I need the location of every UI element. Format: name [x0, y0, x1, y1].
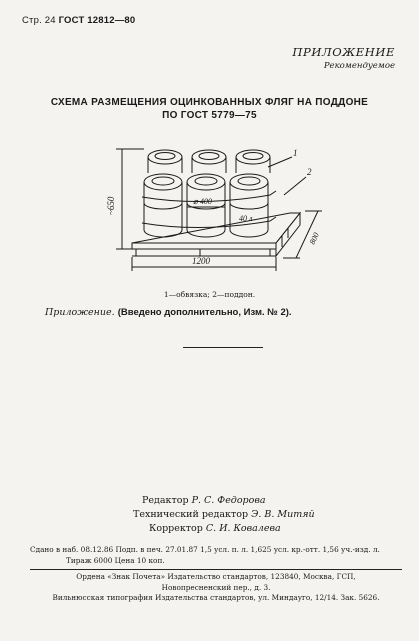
document-title-line-2: ПО ГОСТ 5779—75	[162, 110, 257, 121]
width-dimension-label: 1200	[192, 256, 210, 266]
document-title-line-1: СХЕМА РАЗМЕЩЕНИЯ ОЦИНКОВАННЫХ ФЛЯГ НА ПОДДОНЕ	[50, 97, 369, 108]
publisher-address-line: Новопресненский пер., д. 3.	[161, 582, 271, 592]
callout-1-label: 1	[293, 148, 298, 158]
height-dimension-label: ~650	[106, 196, 116, 215]
appendix-title: ПРИЛОЖЕНИЕ	[292, 45, 395, 59]
editor-role: Редактор	[142, 495, 189, 506]
amendment-note	[45, 307, 292, 318]
standard-number: ГОСТ 12812—80	[58, 15, 136, 26]
print-details-line: Сдано в наб. 08.12.86 Подп. в печ. 27.01.87 1,5 усл. п. л. 1,625 усл. кр.-отт. 1,56 уч.-изд. л.	[30, 545, 380, 554]
amendment-note-label: Приложение.	[45, 307, 115, 318]
editor-line	[142, 495, 266, 506]
callout-2-label: 2	[307, 167, 312, 177]
publisher-line: Ордена «Знак Почета» Издательство стандартов, 123840, Москва, ГСП,	[76, 572, 356, 581]
corrector-name: С. И. Ковалева	[205, 523, 281, 534]
page-number: Стр. 24	[22, 15, 56, 26]
can-back-row	[148, 150, 270, 173]
printer-line: Вильнюсская типография Издательства стандартов, ул. Миндауго, 12/14. Зак. 5626.	[52, 593, 380, 602]
figure-legend: 1—обвязка; 2—поддон.	[163, 290, 256, 299]
separator-line	[183, 347, 263, 348]
callout-leader-1	[268, 157, 292, 167]
tech-editor-name: Э. В. Митяй	[251, 509, 315, 520]
depth-dimension-label: 800	[307, 231, 321, 246]
corrector-line	[149, 523, 281, 534]
appendix-subtitle: Рекомендуемое	[323, 61, 395, 71]
corrector-role: Корректор	[149, 523, 203, 534]
diameter-label: ⌀ 400	[193, 197, 212, 206]
imprint-block	[30, 545, 402, 604]
pallet-front-board	[132, 243, 276, 249]
imprint-rule	[30, 569, 402, 570]
editor-name: Р. С. Федорова	[191, 495, 266, 506]
tech-editor-line	[133, 509, 315, 520]
strapping-band	[142, 217, 276, 228]
callout-leader-2	[284, 177, 306, 195]
tech-editor-role: Технический редактор	[133, 509, 249, 520]
page-header	[22, 15, 135, 26]
pallet-scheme-figure	[100, 135, 330, 285]
volume-label: 40 л	[239, 214, 253, 223]
amendment-note-text: (Введено дополнительно, Изм. № 2).	[117, 307, 292, 318]
circulation-price-line: Тираж 6000 Цена 10 коп.	[66, 555, 165, 565]
